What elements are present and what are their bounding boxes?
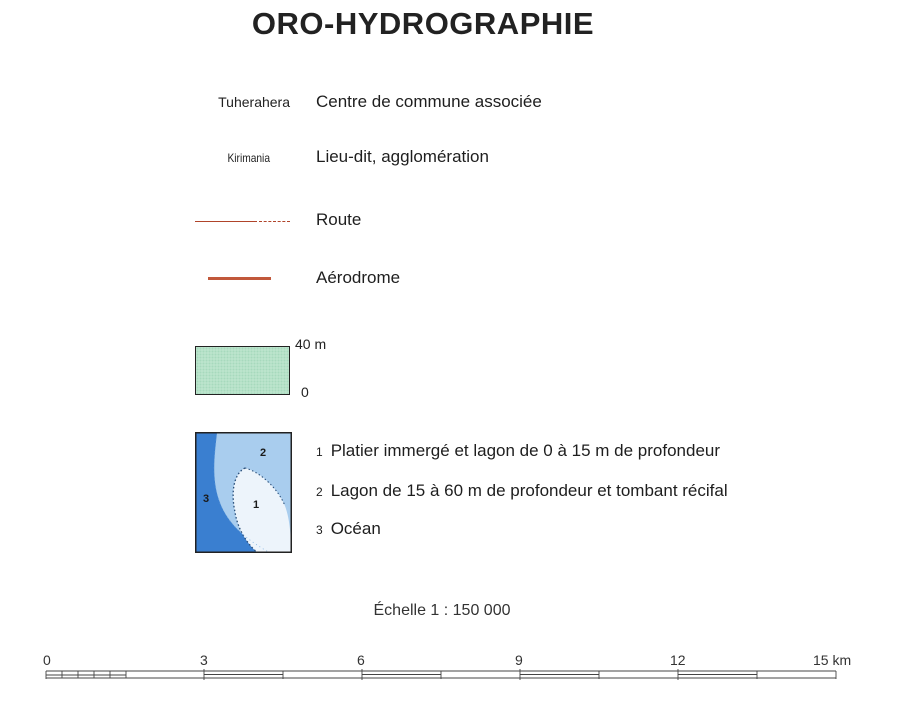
- route-symbol: [195, 221, 290, 223]
- commune-label: Centre de commune associée: [316, 92, 542, 111]
- reef-item-number: 2: [316, 485, 323, 499]
- elevation-bottom-label: 0: [301, 384, 309, 400]
- scale-tick-label: 12: [670, 652, 686, 668]
- scale-tick-label: 3: [200, 652, 208, 668]
- route-label: Route: [316, 210, 362, 229]
- elevation-top-label: 40 m: [295, 336, 327, 352]
- aerodrome-label: Aérodrome: [316, 268, 401, 287]
- scale-bar: [40, 666, 844, 686]
- elevation-swatch: [195, 346, 290, 395]
- lieu-dit-sample-name: Kirimania: [227, 151, 270, 165]
- scale-title: Échelle 1 : 150 000: [373, 602, 511, 619]
- reef-item-number: 1: [316, 445, 323, 459]
- reef-item-2: [316, 481, 728, 501]
- reef-item-label: Lagon de 15 à 60 m de profondeur et tombant récifal: [330, 481, 728, 500]
- page-title: ORO-HYDROGRAPHIE: [251, 6, 595, 41]
- scale-tick-label: 6: [357, 652, 365, 668]
- reef-zone-label-2: 2: [260, 447, 267, 459]
- scale-tick-label: 9: [515, 652, 523, 668]
- reef-item-label: Océan: [330, 519, 381, 538]
- reef-item-1: [316, 441, 720, 461]
- scale-tick-label: 0: [43, 652, 51, 668]
- reef-zone-label-3: 3: [203, 493, 210, 505]
- reef-item-number: 3: [316, 523, 323, 537]
- commune-sample-name: Tuherahera: [218, 94, 290, 110]
- reef-item-3: [316, 519, 381, 539]
- scale-tick-label: 15 km: [813, 652, 852, 668]
- reef-item-label: Platier immergé et lagon de 0 à 15 m de profondeur: [330, 441, 721, 460]
- aerodrome-symbol: [208, 277, 271, 280]
- reef-swatch: [195, 432, 292, 553]
- lieu-dit-label: Lieu-dit, agglomération: [316, 147, 489, 166]
- reef-zone-label-1: 1: [253, 499, 260, 511]
